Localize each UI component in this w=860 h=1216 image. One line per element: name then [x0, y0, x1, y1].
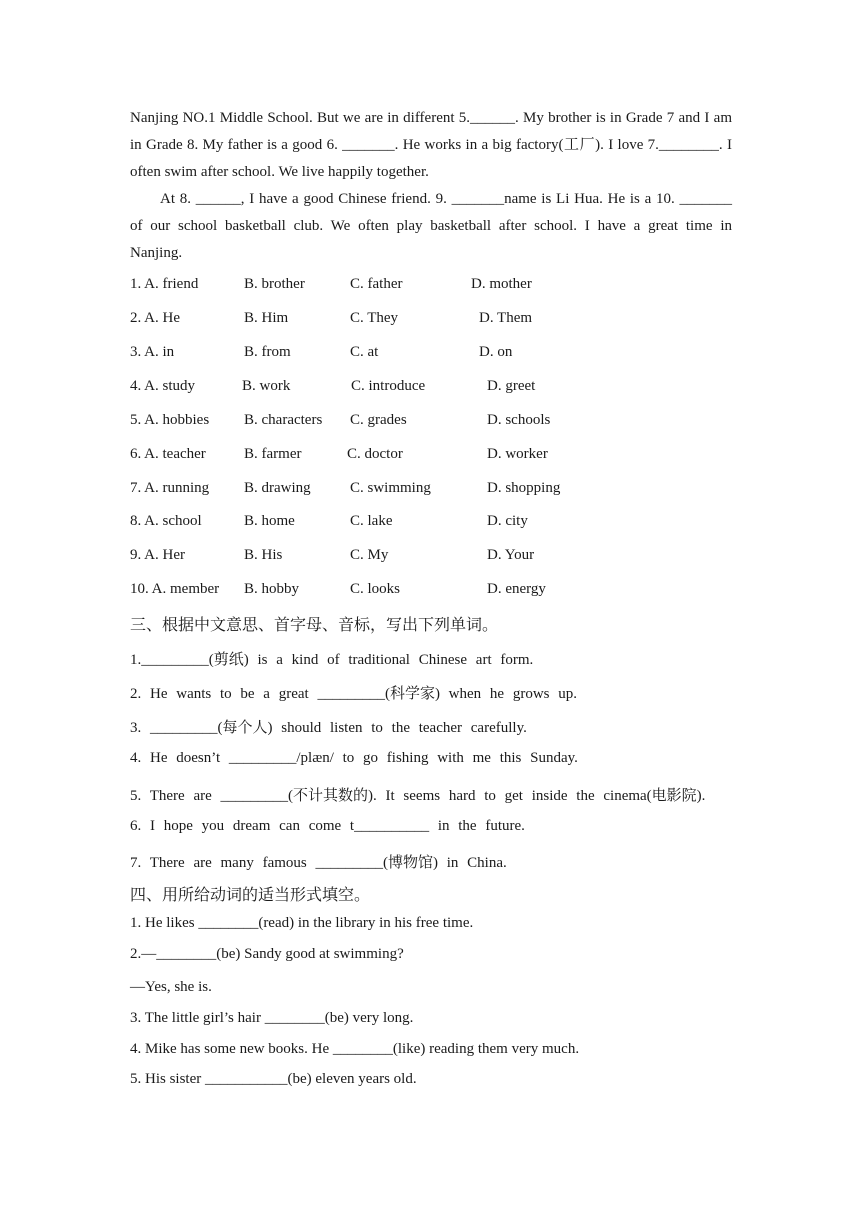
choice-option-d: D. shopping	[487, 480, 561, 496]
choice-option-a: 7. A. running	[130, 480, 210, 496]
choice-option-d: D. Your	[487, 547, 535, 563]
choice-option-c: C. They	[350, 310, 399, 326]
choice-option-c: C. introduce	[351, 378, 426, 394]
passage-line: At 8. ______, I have a good Chinese friend. 9. _______name is Li Hua. He is a 10. _______	[160, 191, 732, 207]
choice-row	[0, 344, 860, 364]
choice-row	[0, 446, 860, 466]
choice-option-d: D. worker	[487, 446, 548, 462]
choice-option-a: 8. A. school	[130, 513, 202, 529]
verb-form-item: 3. The little girl’s hair ________(be) very long.	[130, 1010, 414, 1026]
choice-option-d: D. Them	[479, 310, 533, 326]
choice-option-c: C. My	[350, 547, 389, 563]
vocab-item: 5. There are _________(不计其数的). It seems hard to get inside the cinema(电影院).	[130, 788, 706, 804]
choice-row	[0, 480, 860, 500]
section-3-heading: 三、根据中文意思、首字母、音标，写出下列单词。	[130, 615, 499, 634]
passage-line: often swim after school. We live happily together.	[130, 164, 429, 180]
choice-option-c: C. doctor	[347, 446, 403, 462]
passage-line: Nanjing.	[130, 245, 183, 261]
choice-row	[0, 378, 860, 398]
vocab-item: 1._________(剪纸) is a kind of traditional Chinese art form.	[130, 652, 534, 668]
choice-option-a: 4. A. study	[130, 378, 196, 394]
choice-option-b: B. farmer	[244, 446, 302, 462]
choice-option-d: D. schools	[487, 412, 551, 428]
choice-option-b: B. work	[242, 378, 291, 394]
choice-row	[0, 581, 860, 601]
choice-option-a: 3. A. in	[130, 344, 175, 360]
verb-form-item: 4. Mike has some new books. He ________(like) reading them very much.	[130, 1041, 580, 1057]
vocab-item: 7. There are many famous _________(博物馆) in China.	[130, 855, 507, 871]
choice-option-a: 6. A. teacher	[130, 446, 206, 462]
choice-option-b: B. brother	[244, 276, 305, 292]
choice-row	[0, 513, 860, 533]
passage-paragraph-2	[130, 186, 732, 267]
verb-form-item: 5. His sister ___________(be) eleven years old.	[130, 1071, 417, 1087]
choice-option-d: D. energy	[487, 581, 546, 597]
choice-option-b: B. from	[244, 344, 291, 360]
choice-row	[0, 547, 860, 567]
choice-option-b: B. hobby	[244, 581, 300, 597]
choice-option-b: B. His	[244, 547, 283, 563]
choice-option-b: B. drawing	[244, 480, 311, 496]
vocab-item: 6. I hope you dream can come t__________ in the future.	[130, 818, 525, 834]
choice-row	[0, 412, 860, 432]
vocab-item: 2. He wants to be a great _________(科学家) when he grows up.	[130, 686, 577, 702]
choice-option-a: 10. A. member	[130, 581, 220, 597]
choice-option-a: 5. A. hobbies	[130, 412, 210, 428]
passage-line: of our school basketball club. We often play basketball after school. I have a great time in	[130, 218, 732, 234]
choice-option-d: D. city	[487, 513, 528, 529]
choice-option-c: C. at	[350, 344, 379, 360]
choice-option-c: C. father	[350, 276, 403, 292]
verb-form-item: 1. He likes ________(read) in the library in his free time.	[130, 915, 474, 931]
choice-option-b: B. Him	[244, 310, 289, 326]
choice-option-c: C. grades	[350, 412, 407, 428]
choice-option-a: 2. A. He	[130, 310, 180, 326]
choice-option-b: B. home	[244, 513, 295, 529]
choice-option-d: D. greet	[487, 378, 536, 394]
choice-row	[0, 276, 860, 296]
choice-option-c: C. swimming	[350, 480, 431, 496]
passage-line: Nanjing NO.1 Middle School. But we are in different 5.______. My brother is in Grade 7 and I am	[130, 110, 732, 126]
vocab-item: 4. He doesn’t _________/plæn/ to go fishing with me this Sunday.	[130, 750, 578, 766]
passage-line: in Grade 8. My father is a good 6. _______. He works in a big factory(工厂). I love 7.________. I	[130, 137, 732, 153]
choice-option-a: 1. A. friend	[130, 276, 199, 292]
passage-paragraph-1	[130, 105, 732, 186]
vocab-item: 3. _________(每个人) should listen to the teacher carefully.	[130, 720, 527, 736]
choice-option-c: C. looks	[350, 581, 401, 597]
choice-option-d: D. on	[479, 344, 513, 360]
choice-option-a: 9. A. Her	[130, 547, 185, 563]
choice-option-c: C. lake	[350, 513, 393, 529]
choice-option-b: B. characters	[244, 412, 323, 428]
verb-form-answer: —Yes, she is.	[130, 979, 212, 995]
choice-row	[0, 310, 860, 330]
choice-option-d: D. mother	[471, 276, 532, 292]
section-4-heading: 四、用所给动词的适当形式填空。	[130, 885, 371, 904]
verb-form-item: 2.—________(be) Sandy good at swimming?	[130, 946, 404, 962]
